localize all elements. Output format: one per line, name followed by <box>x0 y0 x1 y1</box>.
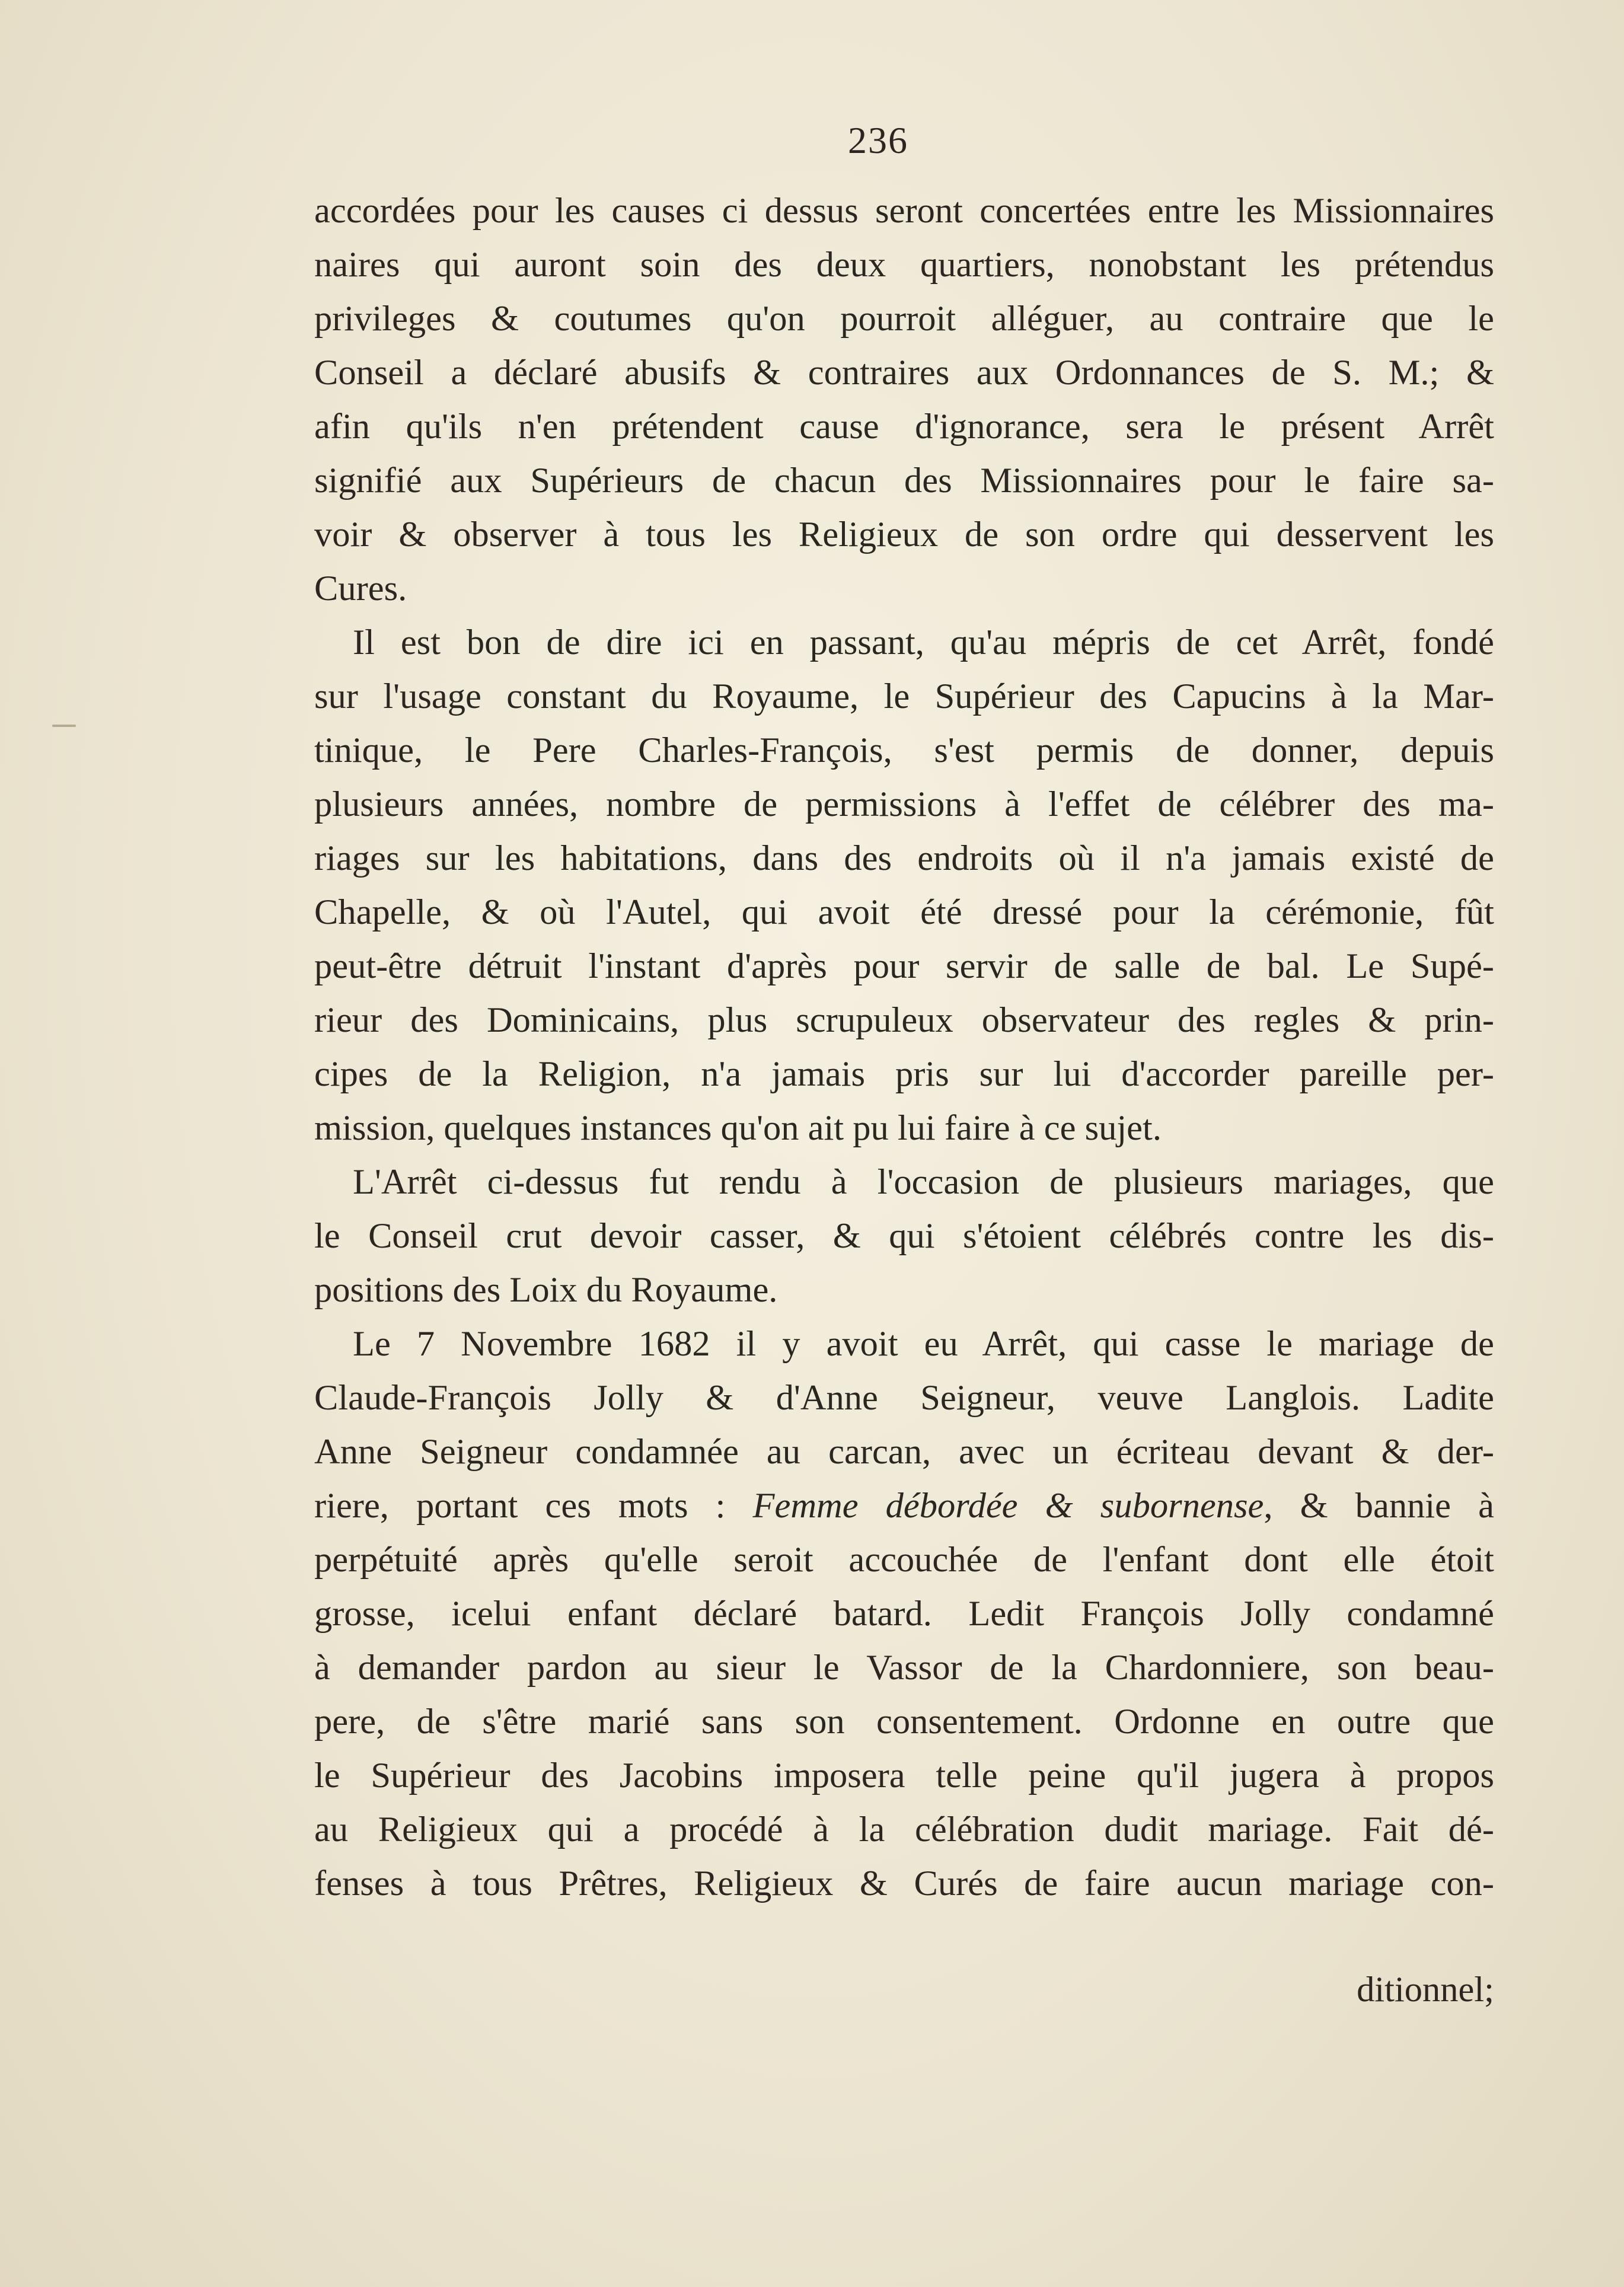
text-line: positions des Loix du Royaume. <box>314 1270 778 1310</box>
text-line: afin qu'ils n'en prétendent cause d'ignorance, sera le présent Arrêt <box>314 407 1494 446</box>
paragraph-2 <box>314 615 1494 1155</box>
text-line: mission, quelques instances qu'on ait pu lui faire à ce sujet. <box>314 1108 1162 1148</box>
text-line: Le 7 Novembre 1682 il y avoit eu Arrêt, qui casse le mariage de <box>353 1324 1494 1364</box>
text-line: au Religieux qui a procédé à la célébration dudit mariage. Fait dé- <box>314 1810 1494 1849</box>
text-line: naires qui auront soin des deux quartiers, nonobstant les prétendus <box>314 245 1494 285</box>
margin-mark <box>52 725 76 727</box>
text-line: accordées pour les causes ci dessus seront concertées entre les Missionnaires <box>314 191 1494 231</box>
text-line: sur l'usage constant du Royaume, le Supérieur des Capucins à la Mar- <box>314 677 1494 716</box>
text-line: Chapelle, & où l'Autel, qui avoit été dressé pour la cérémonie, fût <box>314 892 1494 932</box>
text-line: voir & observer à tous les Religieux de son ordre qui desservent les <box>314 515 1494 554</box>
paragraph-3 <box>314 1155 1494 1317</box>
text-line: grosse, icelui enfant déclaré batard. Ledit François Jolly condamné <box>314 1594 1494 1634</box>
text-line: rieur des Dominicains, plus scrupuleux observateur des regles & prin- <box>314 1000 1494 1040</box>
italic-inscription: Femme débordée & subornense <box>752 1486 1264 1526</box>
text-line: pere, de s'être marié sans son consentement. Ordonne en outre que <box>314 1702 1494 1741</box>
page-number: 236 <box>848 119 908 161</box>
text-line: plusieurs années, nombre de permissions à l'effet de célébrer des ma- <box>314 784 1494 824</box>
catchword-row <box>314 1963 1494 2017</box>
text-line: signifié aux Supérieurs de chacun des Missionnaires pour le faire sa- <box>314 461 1494 500</box>
text-line: riages sur les habitations, dans des endroits où il n'a jamais existé de <box>314 838 1494 878</box>
text-line: privileges & coutumes qu'on pourroit alléguer, au contraire que le <box>314 299 1494 339</box>
text-line: Il est bon de dire ici en passant, qu'au mépris de cet Arrêt, fondé <box>353 623 1494 662</box>
text-segment: , & bannie à <box>1264 1486 1494 1526</box>
text-line: perpétuité après qu'elle seroit accouchée de l'enfant dont elle étoit <box>314 1540 1494 1580</box>
catchword: ditionnel; <box>1357 1970 1494 2010</box>
text-line: Conseil a déclaré abusifs & contraires aux Ordonnances de S. M.; & <box>314 353 1494 393</box>
paragraph-4 <box>314 1317 1494 1910</box>
text-line: le Conseil crut devoir casser, & qui s'étoient célébrés contre les dis- <box>314 1216 1494 1256</box>
text-line: L'Arrêt ci-dessus fut rendu à l'occasion de plusieurs mariages, que <box>353 1162 1494 1202</box>
text-line-with-italic <box>314 1479 1494 1533</box>
text-line: fenses à tous Prêtres, Religieux & Curés de faire aucun mariage con- <box>314 1864 1494 1903</box>
text-line: à demander pardon au sieur le Vassor de la Chardonniere, son beau- <box>314 1648 1494 1688</box>
text-line: cipes de la Religion, n'a jamais pris sur lui d'accorder pareille per- <box>314 1054 1494 1094</box>
text-line: Claude-François Jolly & d'Anne Seigneur, veuve Langlois. Ladite <box>314 1378 1494 1418</box>
paragraph-1 <box>314 184 1494 615</box>
text-line: tinique, le Pere Charles-François, s'est permis de donner, depuis <box>314 731 1494 770</box>
text-line: peut-être détruit l'instant d'après pour servir de salle de bal. Le Supé- <box>314 946 1494 986</box>
text-line: le Supérieur des Jacobins imposera telle peine qu'il jugera à propos <box>314 1756 1494 1795</box>
text-line: Anne Seigneur condamnée au carcan, avec un écriteau devant & der- <box>314 1432 1494 1472</box>
body-text <box>314 184 1494 1910</box>
text-line: Cures. <box>314 569 407 608</box>
text-segment: riere, portant ces mots : <box>314 1486 726 1526</box>
